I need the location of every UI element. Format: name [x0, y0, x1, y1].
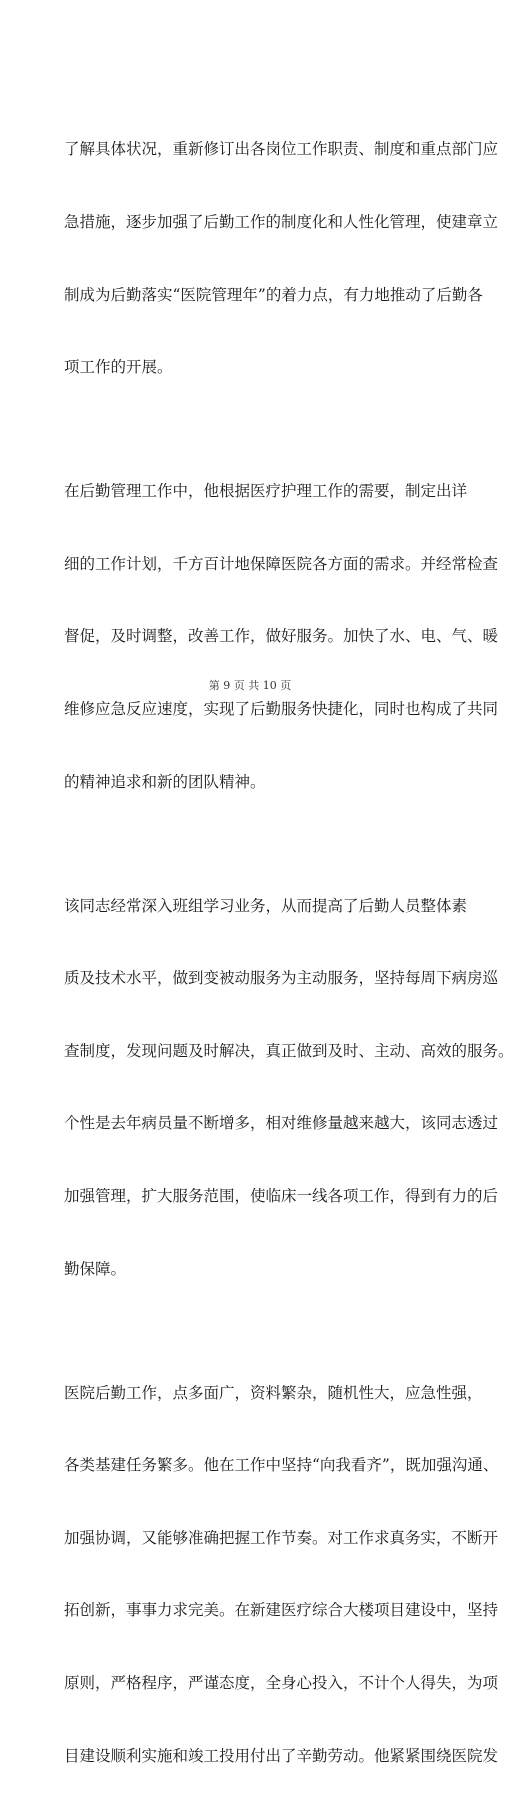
paragraph	[64, 431, 499, 842]
text-line: 了解具体状况，重新修订出各岗位工作职责、制度和重点部门应	[64, 140, 499, 159]
text-line: 勤保障。	[64, 1259, 127, 1278]
text-line: 维修应急反应速度，实现了后勤服务快捷化，同时也构成了共同	[64, 699, 499, 718]
text-line: 原则，严格程序，严谨态度，全身心投入，不计个人得失，为项	[64, 1673, 499, 1692]
text-line: 查制度，发现问题及时解决，真正做到及时、主动、高效的服务。	[64, 1041, 514, 1060]
page-number: 第 9 页 共 10 页	[208, 679, 292, 692]
text-line: 在后勤管理工作中，他根据医疗护理工作的需要，制定出详	[64, 482, 468, 501]
paragraph	[64, 1332, 499, 1816]
text-line: 个性是去年病员量不断增多，相对维修量越来越大，该同志透过	[64, 1114, 499, 1133]
text-line: 制成为后勤落实“医院管理年”的着力点，有力地推动了后勤各	[64, 285, 483, 304]
paragraph	[64, 89, 499, 428]
text-line: 项工作的开展。	[64, 358, 173, 377]
page-footer	[0, 677, 500, 693]
text-line: 加强管理，扩大服务范围，使临床一线各项工作，得到有力的后	[64, 1186, 499, 1205]
paragraph	[64, 845, 514, 1329]
text-line: 急措施，逐步加强了后勤工作的制度化和人性化管理，使建章立	[64, 213, 499, 231]
body-text	[64, 89, 514, 1819]
text-line: 加强协调，又能够准确把握工作节奏。对工作求真务实，不断开	[64, 1528, 499, 1547]
text-line: 的精神追求和新的团队精神。	[64, 772, 266, 791]
text-line: 质及技术水平，做到变被动服务为主动服务，坚持每周下病房巡	[64, 969, 499, 988]
text-line: 目建设顺利实施和竣工投用付出了辛勤劳动。他紧紧围绕医院发	[64, 1746, 499, 1765]
text-line: 督促，及时调整，改善工作，做好服务。加快了水、电、气、暖	[64, 627, 499, 646]
text-line: 拓创新，事事力求完美。在新建医疗综合大楼项目建设中，坚持	[64, 1601, 499, 1620]
text-line: 各类基建任务繁多。他在工作中坚持“向我看齐”，既加强沟通、	[64, 1456, 499, 1475]
text-line: 医院后勤工作，点多面广，资料繁杂，随机性大，应急性强，	[64, 1383, 483, 1402]
text-line: 该同志经常深入班组学习业务，从而提高了后勤人员整体素	[64, 896, 468, 915]
text-line: 细的工作计划，千方百计地保障医院各方面的需求。并经常检查	[64, 554, 499, 573]
